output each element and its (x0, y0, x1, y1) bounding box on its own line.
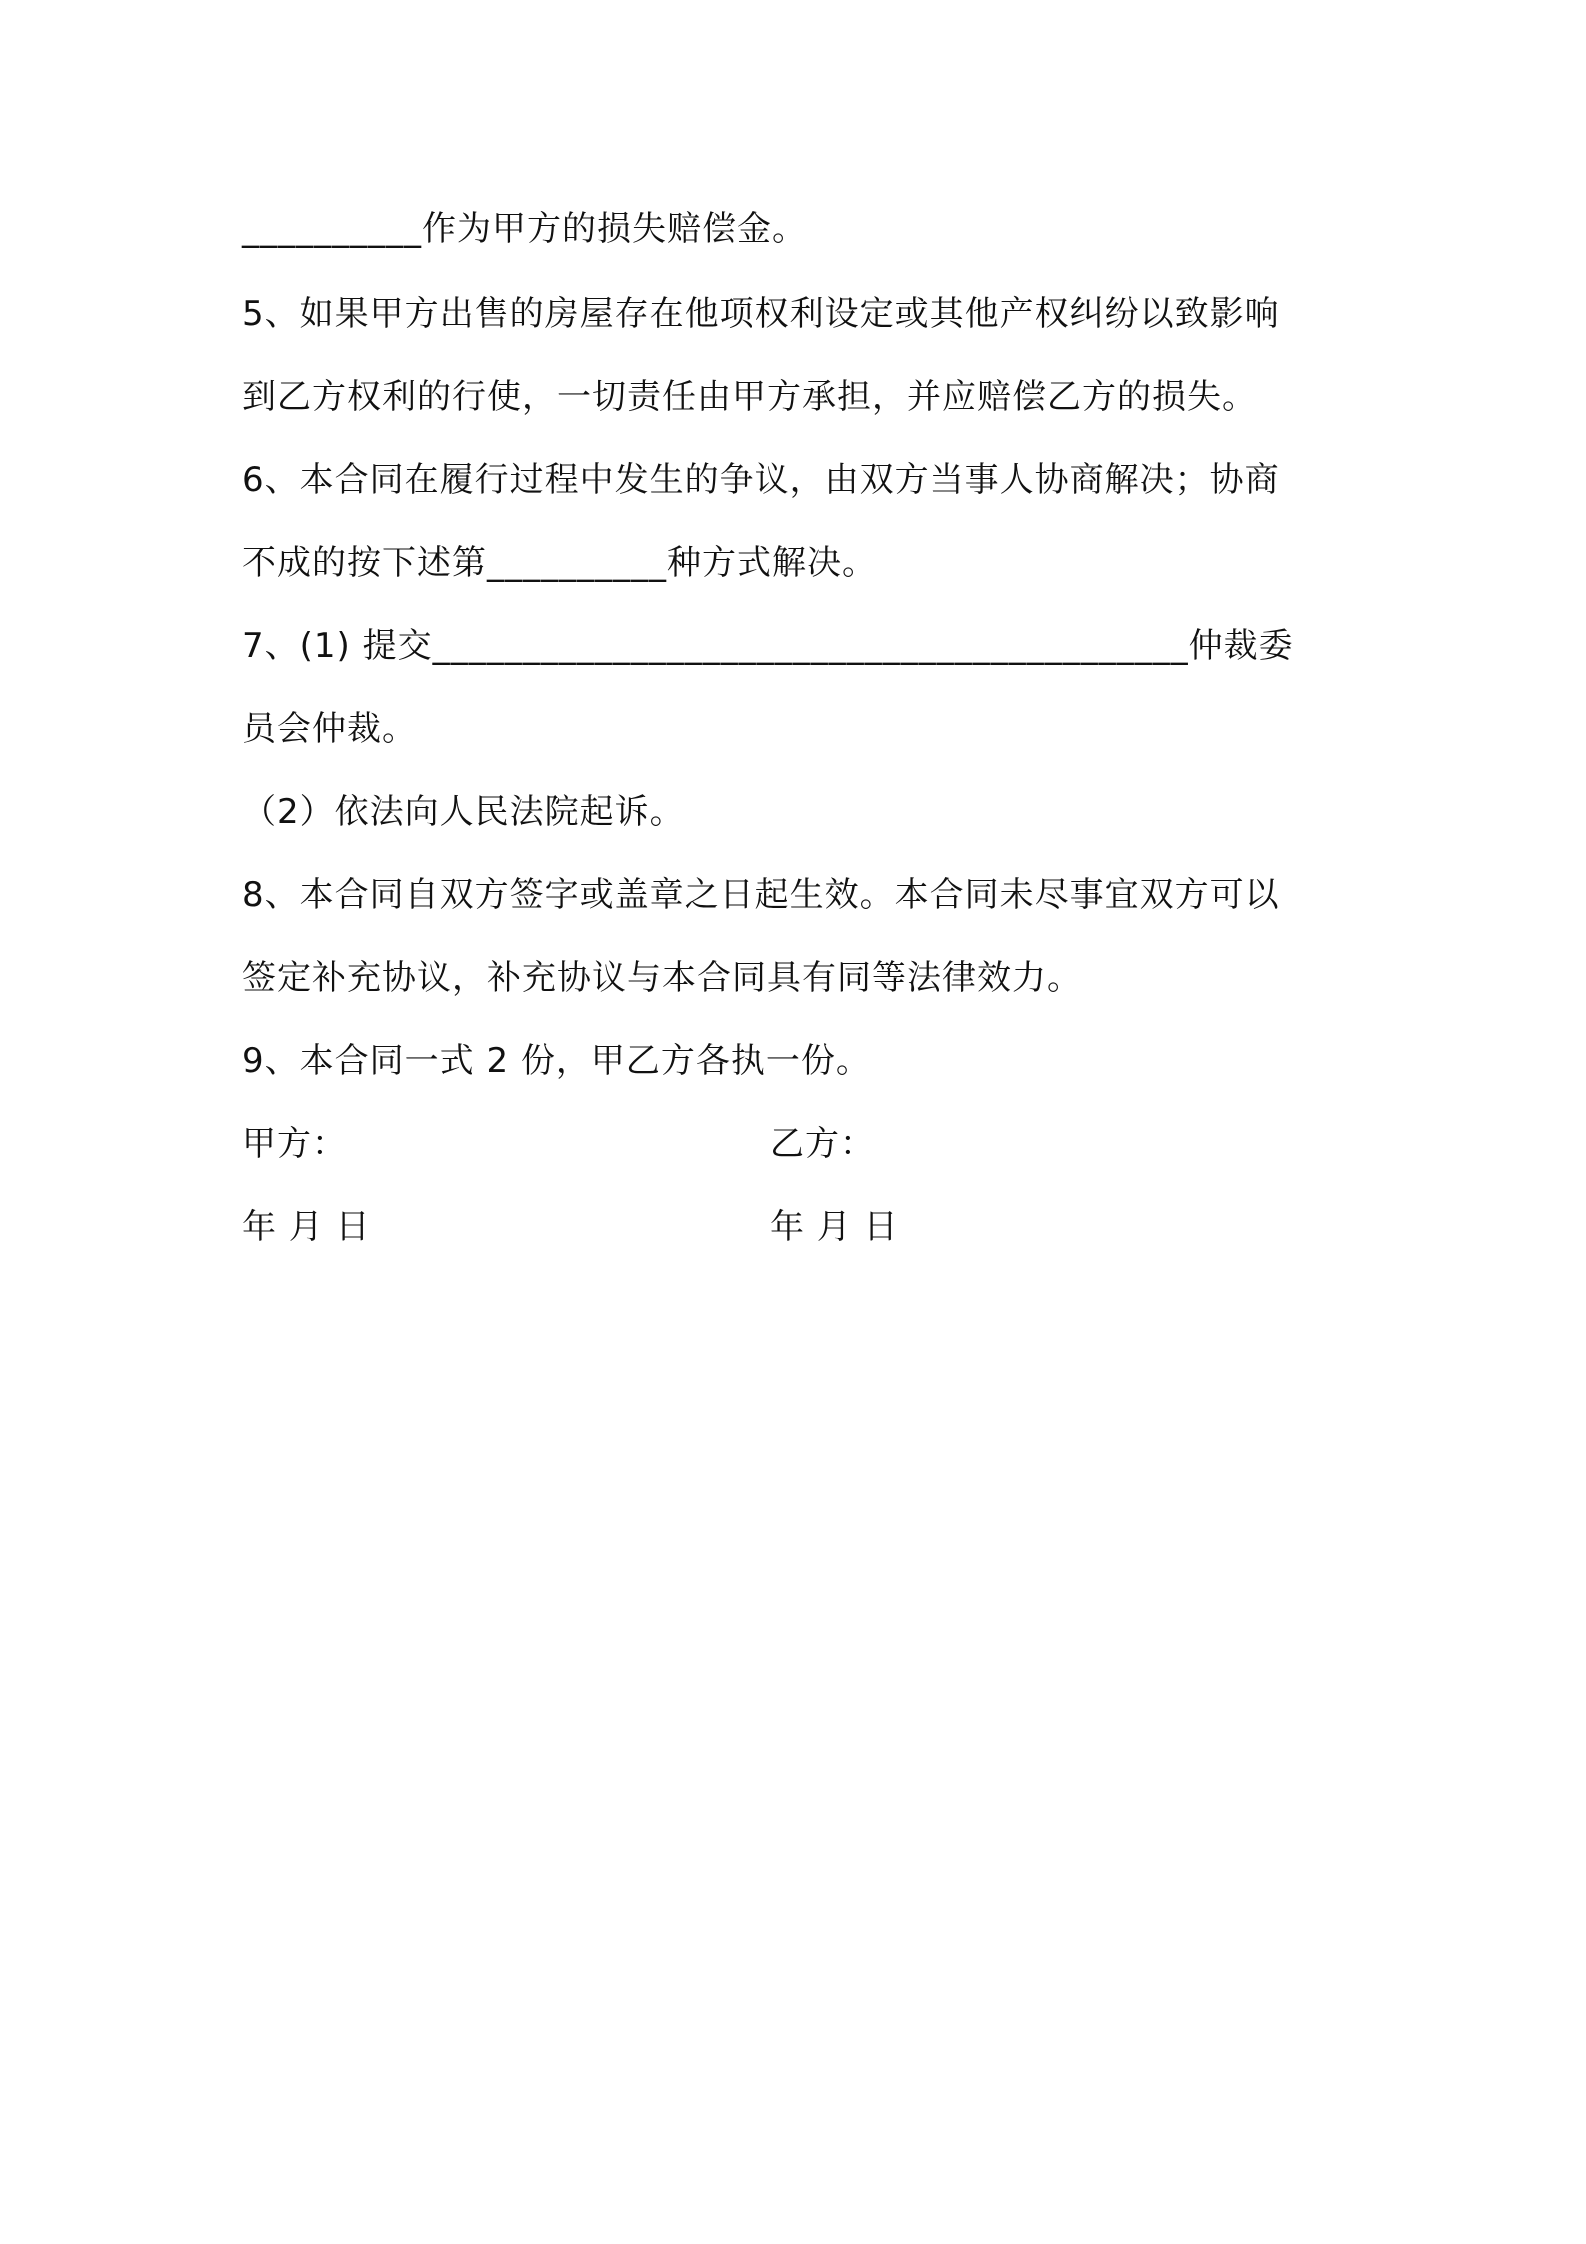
text-line-clause-5: 5、如果甲方出售的房屋存在他项权利设定或其他产权纠纷以致影响 (242, 294, 1280, 334)
text-line-clause-5-cont: 到乙方权利的行使，一切责任由甲方承担，并应赔偿乙方的损失。 (242, 377, 1257, 417)
text-line-clause-8: 8、本合同自双方签字或盖章之日起生效。本合同未尽事宜双方可以 (242, 875, 1280, 915)
text-line-clause-6-cont: 不成的按下述第__________种方式解决。 (242, 543, 877, 583)
text-line-compensation: __________作为甲方的损失赔偿金。 (242, 209, 807, 249)
text-line-clause-8-cont: 签定补充协议，补充协议与本合同具有同等法律效力。 (242, 958, 1082, 998)
party-b-label: 乙方： (770, 1124, 875, 1164)
text-line-clause-9: 9、本合同一式 2 份，甲乙方各执一份。 (242, 1041, 871, 1081)
party-b-date: 年 月 日 (770, 1207, 899, 1247)
party-a-date: 年 月 日 (242, 1207, 371, 1247)
party-a-label: 甲方： (242, 1124, 347, 1164)
text-line-clause-7-cont: 员会仲裁。 (242, 709, 417, 749)
text-line-clause-7: 7、(1) 提交__________________________________________仲裁委 (242, 626, 1294, 666)
text-line-clause-6: 6、本合同在履行过程中发生的争议，由双方当事人协商解决；协商 (242, 460, 1280, 500)
text-line-clause-7-option-2: （2）依法向人民法院起诉。 (242, 792, 685, 832)
